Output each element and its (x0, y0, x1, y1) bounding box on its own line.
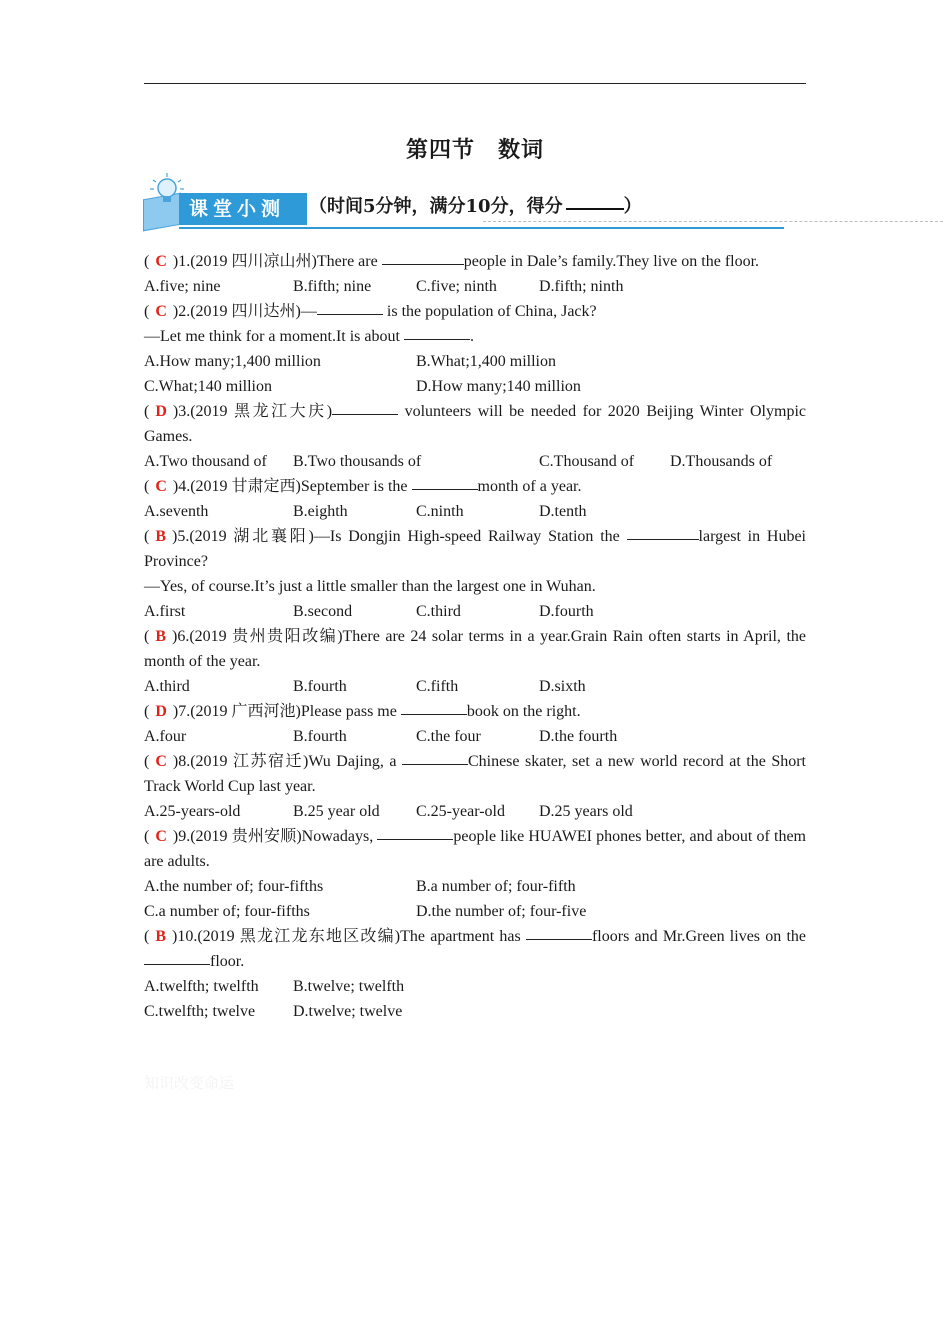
question-text: book on the right. (466, 703, 581, 720)
option-a: A.twelfth; twelfth (144, 978, 259, 995)
answer-10: B (155, 928, 166, 945)
option-c: C.25-year-old (416, 803, 505, 820)
answer-7: D (155, 703, 167, 720)
option-c: C.the four (416, 728, 481, 745)
banner-underline (179, 227, 784, 229)
question-9: ( C )9.(2019 贵州安顺)Nowadays, people like HUAWEI phones better, and about of them are adults. (144, 824, 806, 874)
options-8 (144, 799, 806, 824)
question-text: )6.(2019 贵州贵阳改编)There are 24 solar terms in a year.Grain Rain often starts in April, the month of the year. (144, 628, 806, 670)
answer-1: C (155, 253, 167, 270)
blank (526, 927, 592, 940)
blank (412, 477, 478, 490)
question-5-reply: —Yes, of course.It’s just a little smaller than the largest one in Wuhan. (144, 578, 596, 595)
question-text: )10.(2019 黑龙江龙东地区改编)The apartment has (172, 928, 526, 945)
question-text: )8.(2019 江苏宿迁)Wu Dajing, a (172, 753, 402, 770)
answer-6: B (155, 628, 166, 645)
question-text: )3.(2019 黑龙江大庆) (172, 403, 333, 420)
option-d: D.twelve; twelve (293, 1003, 403, 1020)
option-b: B.twelve; twelfth (293, 978, 405, 995)
question-6: ( B )6.(2019 贵州贵阳改编)There are 24 solar terms in a year.Grain Rain often starts in April, the month of the year. (144, 624, 806, 674)
option-c: C.a number of; four-fifths (144, 903, 310, 920)
answer-9: C (155, 828, 167, 845)
question-text: Chinese skater, set a new world record at the Short Track World Cup last year. (144, 753, 806, 795)
answer-3: D (155, 403, 167, 420)
answer-4: C (155, 478, 167, 495)
question-text: floors and Mr.Green lives on the (591, 928, 806, 945)
banner-dashed-line (483, 221, 943, 222)
footer-watermark: 知识改变命运 (144, 1074, 235, 1092)
blank (144, 952, 210, 965)
question-text: largest in Hubei Province? (144, 528, 806, 570)
option-a: A.Two thousand of (144, 453, 267, 470)
question-1: ( C )1.(2019 四川凉山州)There are people in Dale’s family.They live on the floor. (144, 249, 806, 274)
option-d: D.How many;140 million (416, 378, 581, 395)
option-a: A.five; nine (144, 278, 221, 295)
banner-close: ） (623, 196, 642, 217)
option-b: B.fourth (293, 678, 347, 695)
option-d: D.fourth (539, 603, 594, 620)
options-7 (144, 724, 806, 749)
answer-5: B (155, 528, 166, 545)
option-d: D.fifth; ninth (539, 278, 624, 295)
options-10b (144, 999, 806, 1024)
blank (627, 527, 699, 540)
page-title: 第四节 数词 (405, 138, 544, 163)
blank (317, 302, 383, 315)
blank (404, 327, 470, 340)
question-4: ( C )4.(2019 甘肃定西)September is the month of a year. (144, 474, 806, 499)
question-list (144, 249, 806, 1024)
question-text: people like HUAWEI phones better, and about of them are adults. (144, 828, 806, 870)
option-c: C.twelfth; twelve (144, 1003, 256, 1020)
question-text: people in Dale’s family.They live on the floor. (463, 253, 760, 270)
option-d: D.Thousands of (670, 453, 773, 470)
options-9a (144, 874, 806, 899)
banner-info-text: （时间5分钟，满分10分，得分 (309, 196, 563, 217)
options-2a (144, 349, 806, 374)
banner-info (309, 193, 642, 221)
question-text: )7.(2019 广西河池)Please pass me (172, 703, 401, 720)
option-b: B.fifth; nine (293, 278, 372, 295)
option-d: D.25 years old (539, 803, 633, 820)
question-8: ( C )8.(2019 江苏宿迁)Wu Dajing, a Chinese skater, set a new world record at the Short Track World Cup last year. (144, 749, 806, 799)
options-2b (144, 374, 806, 399)
question-text: )2.(2019 四川达州)— (172, 303, 317, 320)
option-a: A.the number of; four-fifths (144, 878, 324, 895)
option-c: C.third (416, 603, 461, 620)
blank (332, 402, 398, 415)
option-a: A.How many;1,400 million (144, 353, 321, 370)
option-d: D.the fourth (539, 728, 618, 745)
option-b: B.fourth (293, 728, 347, 745)
blank (377, 827, 453, 840)
options-1 (144, 274, 806, 299)
option-a: A.four (144, 728, 187, 745)
option-a: A.first (144, 603, 186, 620)
question-text: month of a year. (477, 478, 582, 495)
question-3: ( D )3.(2019 黑龙江大庆) volunteers will be needed for 2020 Beijing Winter Olympic Games. (144, 399, 806, 449)
question-text: volunteers will be needed for 2020 Beijing Winter Olympic Games. (144, 403, 806, 445)
option-a: A.25-years-old (144, 803, 241, 820)
options-4 (144, 499, 806, 524)
blank (401, 702, 467, 715)
question-text: )1.(2019 四川凉山州)There are (172, 253, 382, 270)
question-7: ( D )7.(2019 广西河池)Please pass me book on the right. (144, 699, 806, 724)
option-b: B.What;1,400 million (416, 353, 556, 370)
blank (402, 752, 468, 765)
answer-8: C (155, 753, 167, 770)
question-10: ( B )10.(2019 黑龙江龙东地区改编)The apartment has floors and Mr.Green lives on the floor. (144, 924, 806, 974)
option-b: B.25 year old (293, 803, 380, 820)
question-2: ( C )2.(2019 四川达州)— is the population of China, Jack? (144, 299, 806, 324)
quiz-banner (143, 172, 943, 232)
option-a: A.seventh (144, 503, 209, 520)
option-d: D.sixth (539, 678, 586, 695)
option-c: C.five; ninth (416, 278, 497, 295)
options-3 (144, 449, 806, 474)
option-b: B.Two thousands of (293, 453, 422, 470)
option-c: C.ninth (416, 503, 464, 520)
question-text: floor. (210, 953, 245, 970)
option-c: C.fifth (416, 678, 459, 695)
answer-2: C (155, 303, 167, 320)
question-text: is the population of China, Jack? (382, 303, 597, 320)
banner-tag: 课堂小测 (179, 193, 307, 225)
option-c: C.Thousand of (539, 453, 635, 470)
header-rule (144, 83, 806, 84)
option-a: A.third (144, 678, 190, 695)
question-text: )9.(2019 贵州安顺)Nowadays, (172, 828, 378, 845)
options-5 (144, 599, 806, 624)
question-text: )4.(2019 甘肃定西)September is the (172, 478, 412, 495)
blank (382, 252, 464, 265)
option-d: D.tenth (539, 503, 587, 520)
options-10a (144, 974, 806, 999)
question-text: . (469, 328, 474, 345)
option-b: B.eighth (293, 503, 348, 520)
score-blank (566, 194, 624, 210)
options-6 (144, 674, 806, 699)
option-d: D.the number of; four-five (416, 903, 587, 920)
option-c: C.What;140 million (144, 378, 272, 395)
option-b: B.a number of; four-fifth (416, 878, 576, 895)
options-9b (144, 899, 806, 924)
question-text: )5.(2019 湖北襄阳)—Is Dongjin High-speed Railway Station the (172, 528, 627, 545)
question-text: —Let me think for a moment.It is about (144, 328, 404, 345)
question-5: ( B )5.(2019 湖北襄阳)—Is Dongjin High-speed Railway Station the largest in Hubei Province? (144, 524, 806, 574)
question-2-reply (144, 324, 806, 349)
option-b: B.second (293, 603, 353, 620)
